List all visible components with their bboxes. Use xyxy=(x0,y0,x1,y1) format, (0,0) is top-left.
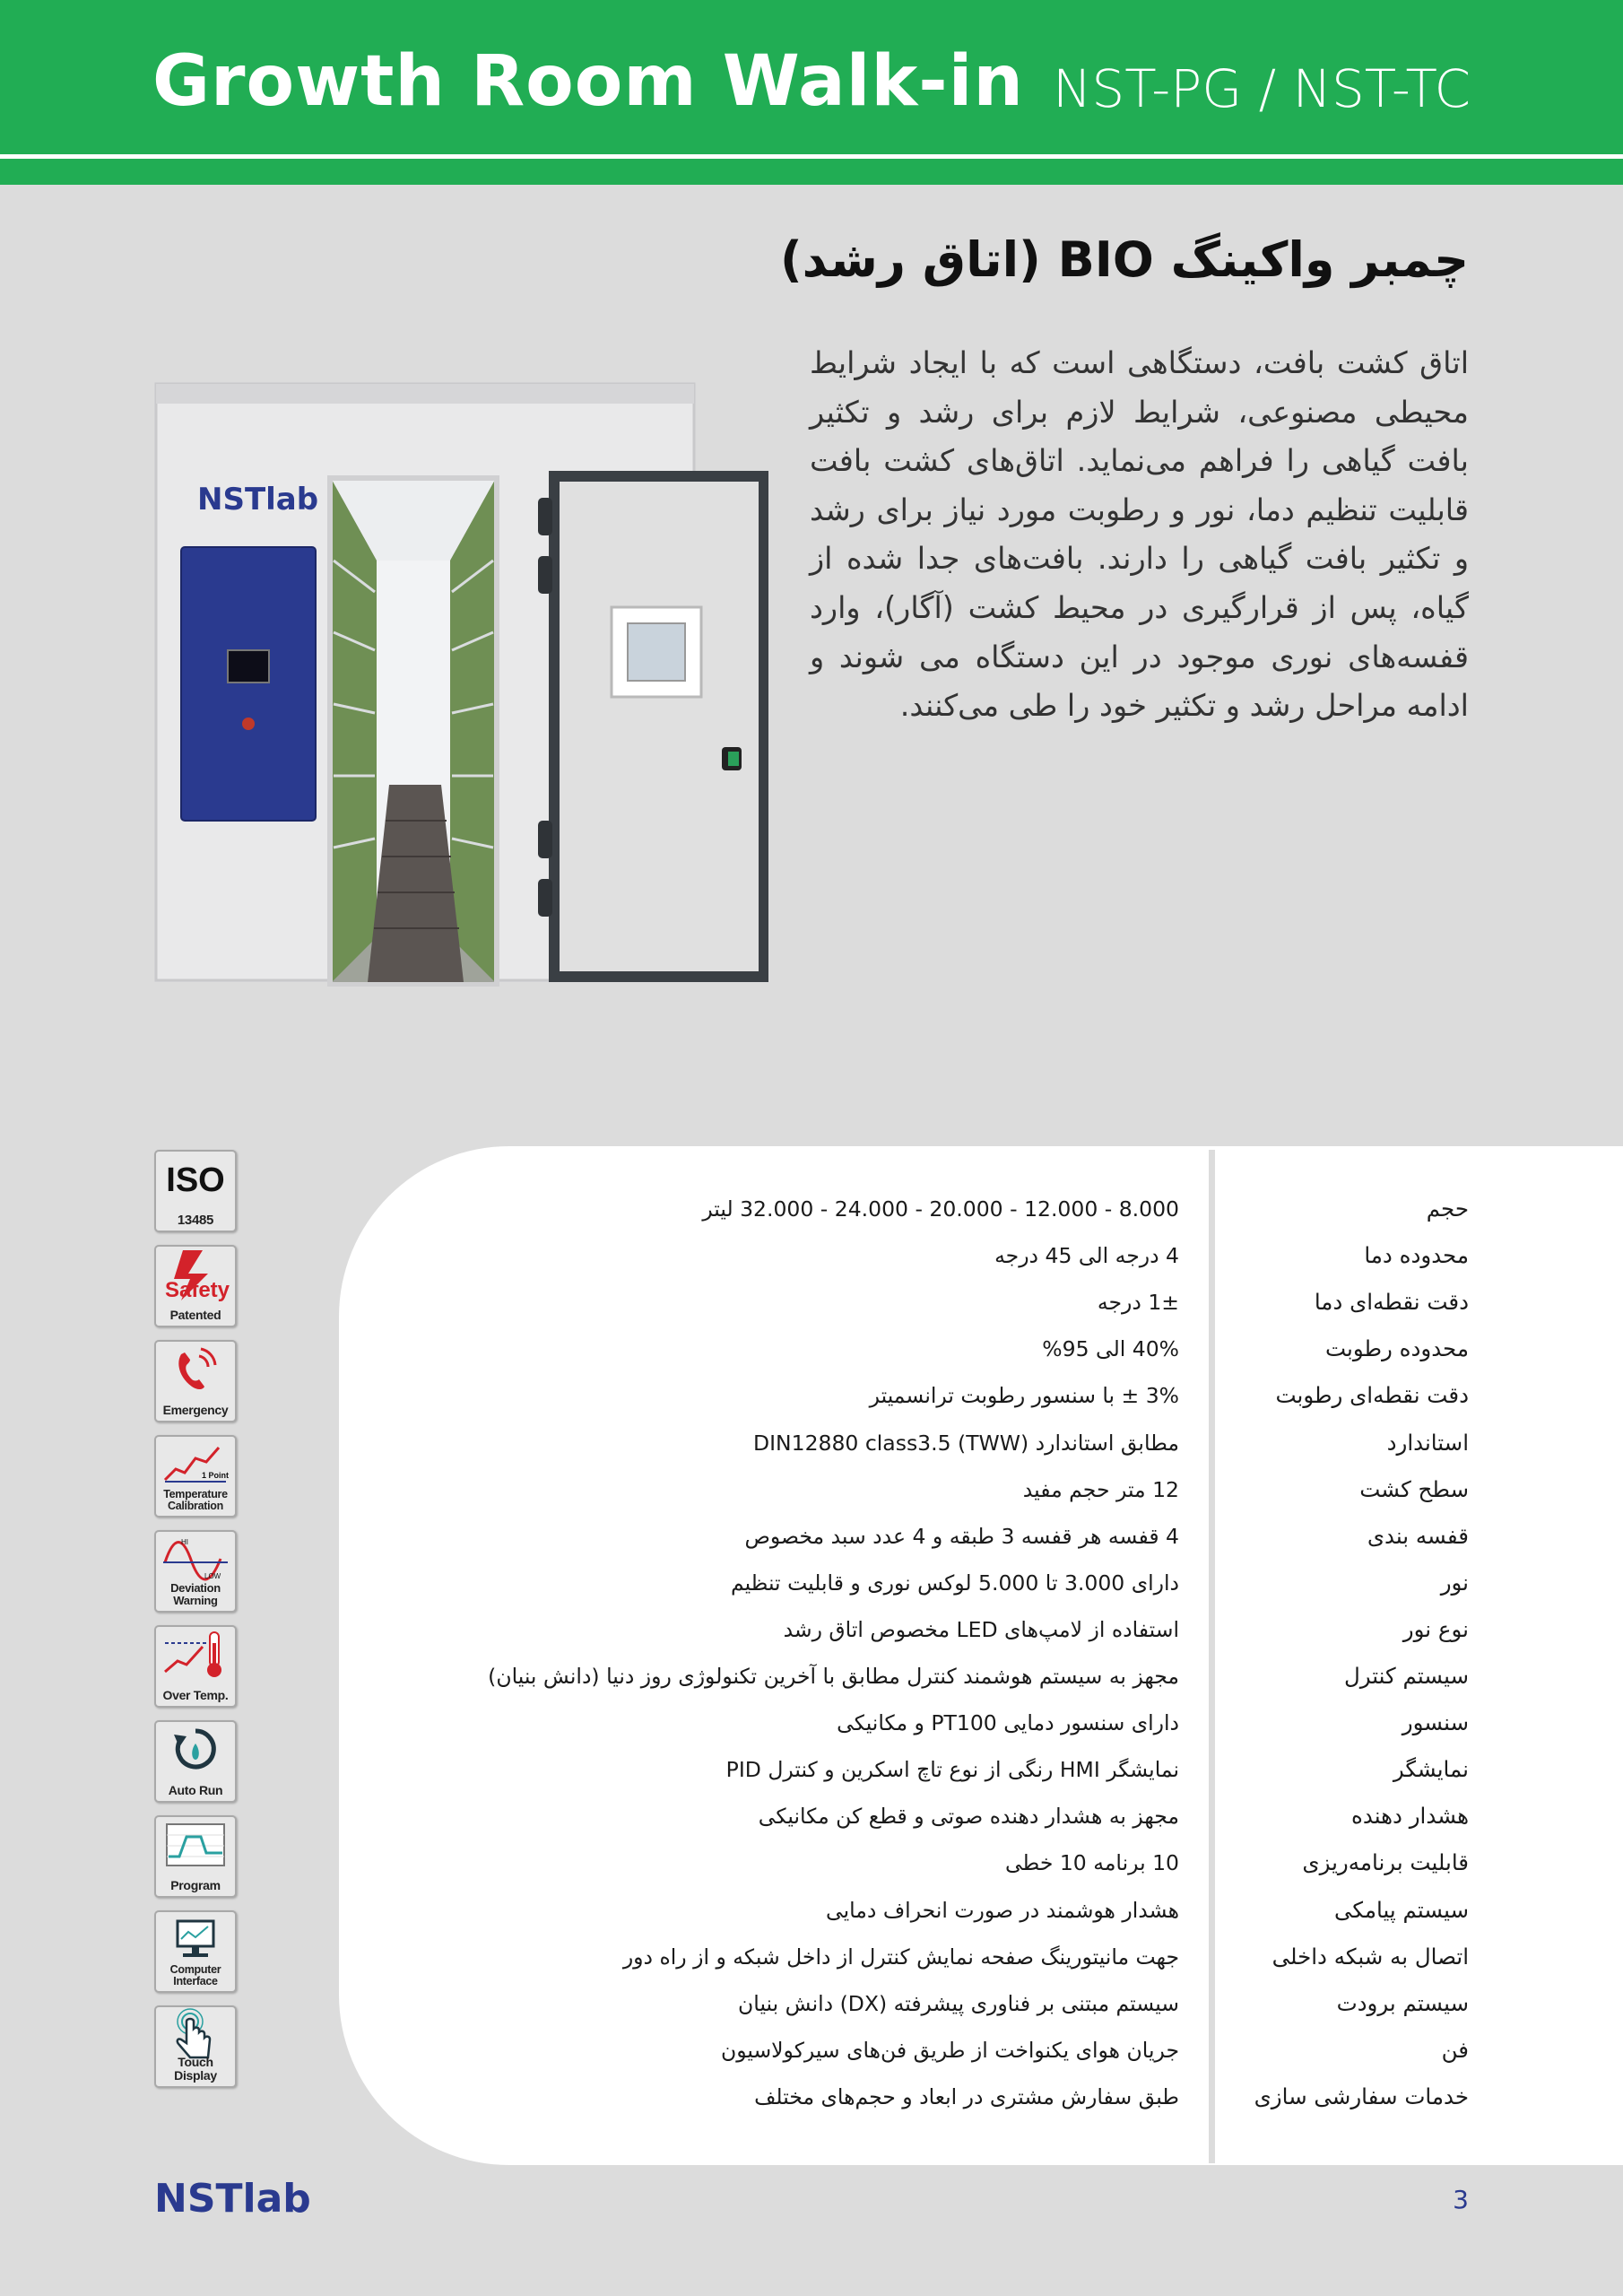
device-logo: NSTlab xyxy=(197,482,319,517)
iso-icon xyxy=(156,1152,235,1207)
spec-value: 12 متر حجم مفید xyxy=(1022,1477,1179,1502)
spec-value: جریان هوای یکنواخت از طریق فن‌های سیرکولاسیون xyxy=(720,2038,1179,2063)
emergency-label: Emergency xyxy=(162,1403,229,1417)
badge-deviation xyxy=(154,1530,237,1613)
spec-label: محدوده رطوبت xyxy=(1324,1335,1469,1361)
one-point-text: 1 Point xyxy=(201,1471,230,1480)
emergency-phone-icon xyxy=(156,1342,235,1397)
safety-patented-icon xyxy=(156,1247,235,1302)
badge-iso xyxy=(154,1150,237,1232)
spec-value: 3% ± با سنسور رطوبت ترانسمیتر xyxy=(869,1383,1179,1408)
badge-program xyxy=(154,1815,237,1898)
footer-logo-text: NSTlab xyxy=(154,2176,311,2221)
spec-label: سیستم پیامکی xyxy=(1333,1897,1469,1923)
deviation-label: Deviation Warning xyxy=(170,1581,221,1607)
spec-value: نمایشگر HMI رنگی از نوع تاچ اسکرین و کنترل PID xyxy=(725,1757,1179,1782)
product-title: چمبر واکینگ BIO (اتاق رشد) xyxy=(779,231,1469,288)
spec-label: دقت نقطه‌ای دما xyxy=(1314,1289,1469,1315)
badge-safety xyxy=(154,1245,237,1327)
spec-value: جهت مانیتورینگ صفحه نمایش کنترل از داخل شبکه و از راه دور xyxy=(622,1944,1179,1970)
badge-emergency xyxy=(154,1340,237,1422)
safety-text: Safety xyxy=(164,1278,230,1302)
growth-room-image xyxy=(154,381,773,987)
footer-logo xyxy=(154,2174,316,2221)
program-icon xyxy=(156,1817,235,1873)
spec-value: مجهز به سیستم هوشمند کنترل مطابق با آخرین تکنولوژی روز دنیا (دانش بنیان) xyxy=(488,1664,1179,1689)
deviation-warning-icon xyxy=(156,1532,235,1587)
spec-label: قابلیت برنامه‌ریزی xyxy=(1302,1849,1469,1875)
spec-label: نور xyxy=(1440,1570,1469,1596)
spec-value: 8.000 - 12.000 - 20.000 - 24.000 - 32.000 لیتر xyxy=(702,1196,1179,1222)
spec-label: سطح کشت xyxy=(1359,1476,1469,1502)
computer-interface-icon xyxy=(156,1912,235,1968)
badge-auto-run xyxy=(154,1720,237,1803)
badge-temp-calibration xyxy=(154,1435,237,1518)
spec-label: استاندارد xyxy=(1386,1430,1469,1456)
spec-value: هشدار هوشمند در صورت انحراف دمایی xyxy=(826,1898,1179,1923)
spec-value: مجهز به هشدار دهنده صوتی و قطع کن مکانیکی xyxy=(758,1804,1179,1829)
temp-calibration-label: Temperature Calibration xyxy=(163,1488,228,1512)
spec-label: قفسه بندی xyxy=(1367,1523,1469,1549)
header-stripe xyxy=(0,154,1623,185)
spec-value: 4 درجه الی 45 درجه xyxy=(994,1243,1179,1268)
spec-label: محدوده دما xyxy=(1364,1242,1469,1268)
spec-value: 10 برنامه 10 خطی xyxy=(1004,1850,1179,1875)
spec-label: سیستم کنترل xyxy=(1343,1663,1469,1689)
header-banner xyxy=(0,0,1623,154)
spec-value: 40% الی 95% xyxy=(1042,1336,1179,1361)
over-temp-icon xyxy=(156,1627,235,1683)
page-title: Growth Room Walk-in xyxy=(152,41,1024,122)
spec-value: 1± درجه xyxy=(1097,1290,1179,1315)
iso-sub: 13485 xyxy=(177,1213,214,1228)
spec-label: اتصال به شبکه داخلی xyxy=(1271,1944,1469,1970)
spec-label: فن xyxy=(1441,2037,1469,2063)
hi-text: HI xyxy=(181,1538,188,1546)
spec-label: دقت نقطه‌ای رطوبت xyxy=(1275,1382,1469,1408)
computer-interface-label: Computer Interface xyxy=(169,1963,221,1987)
spec-value: 4 قفسه هر قفسه 3 طبقه و 4 عدد سبد مخصوص xyxy=(744,1524,1179,1549)
spec-label: هشدار دهنده xyxy=(1351,1803,1469,1829)
page-number: 3 xyxy=(1453,2185,1469,2214)
badge-touch xyxy=(154,2005,237,2088)
spec-label: حجم xyxy=(1426,1196,1469,1222)
iso-text: ISO xyxy=(166,1161,225,1199)
spec-value: دارای 3.000 تا 5.000 لوکس نوری و قابلیت تنظیم xyxy=(730,1570,1179,1596)
spec-label: نمایشگر xyxy=(1393,1756,1469,1782)
model-number: NST-PG / NST-TC xyxy=(1052,58,1471,119)
over-temp-label: Over Temp. xyxy=(162,1688,229,1702)
spec-label: سنسور xyxy=(1402,1709,1469,1735)
spec-value: طبق سفارش مشتری در ابعاد و حجم‌های مختلف xyxy=(754,2084,1179,2109)
spec-value: سیستم مبتنی بر فناوری پیشرفته (DX) دانش بنیان xyxy=(738,1991,1179,2016)
spec-value: دارای سنسور دمایی PT100 و مکانیکی xyxy=(837,1710,1179,1735)
badge-computer xyxy=(154,1910,237,1993)
auto-run-icon xyxy=(156,1722,235,1778)
spec-label: خدمات سفارشی سازی xyxy=(1254,2083,1469,2109)
temperature-calibration-icon xyxy=(156,1437,235,1492)
touch-display-label: Touch Display xyxy=(174,2055,217,2083)
spec-value: استفاده از لامپ‌های LED مخصوص اتاق رشد xyxy=(783,1617,1179,1642)
spec-label: نوع نور xyxy=(1402,1616,1469,1642)
spec-label: سیستم برودت xyxy=(1336,1990,1469,2016)
low-text: LOW xyxy=(204,1572,221,1580)
product-description: اتاق کشت بافت، دستگاهی است که با ایجاد شرایط محیطی مصنوعی، شرایط لازم برای رشد و تکثیر بافت گیاهی را فراهم می‌نماید. اتاق‌های کشت بافت قابلیت تنظیم دما، نور و رطوبت مورد نیاز برای رشد و تکثیر بافت گیاهی را دارند. بافت‌های جدا شده از گیاه، پس از قرارگیری در محیط کشت (آگار)، وارد قفسه‌های نوری موجود در این دستگاه می شوند و ادامه مراحل رشد و تکثیر خود را طی می‌کنند. xyxy=(810,345,1469,724)
safety-sub: Patented xyxy=(169,1308,221,1322)
badge-over-temp xyxy=(154,1625,237,1708)
auto-run-label: Auto Run xyxy=(168,1783,223,1797)
spec-value: مطابق استاندارد DIN12880 class3.5 (TWW) xyxy=(753,1431,1179,1456)
program-label: Program xyxy=(170,1878,221,1892)
